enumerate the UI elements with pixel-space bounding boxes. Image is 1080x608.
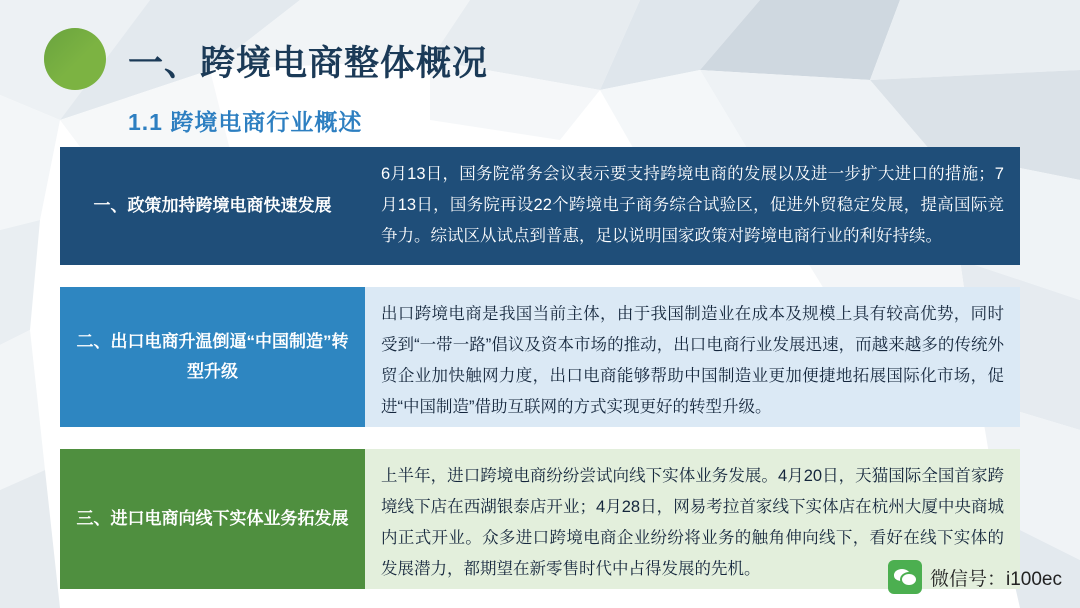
decorative-circle-shade [44,28,106,90]
row-label: 二、出口电商升温倒逼“中国制造”转型升级 [60,287,365,427]
row-label: 三、进口电商向线下实体业务拓发展 [60,449,365,589]
row-body: 出口跨境电商是我国当前主体，由于我国制造业在成本及规模上具有较高优势，同时受到“一带一路”倡议及资本市场的推动，出口电商行业发展迅速，而越来越多的传统外贸企业加快触网力度，出口电商能够帮助中国制造业更加便捷地拓展国际化市场，促进“中国制造”借助互联网的方式实现更好的转型升级。 [365,287,1020,427]
content-rows [60,147,1020,608]
watermark-text: 微信号：i100ec [930,568,1062,590]
table-row [60,147,1020,265]
row-body: 6月13日，国务院常务会议表示要支持跨境电商的发展以及进一步扩大进口的措施；7月13日，国务院再设22个跨境电子商务综合试验区，促进外贸稳定发展，提高国际竞争力。综试区从试点到普惠，足以说明国家政策对跨境电商行业的利好持续。 [365,147,1020,265]
row-label: 一、政策加持跨境电商快速发展 [60,147,365,265]
wechat-icon [888,560,922,594]
page-title: 一、跨境电商整体概况 [128,44,489,83]
page-subtitle: 1.1 跨境电商行业概述 [128,109,363,135]
table-row [60,449,1020,589]
row-body: 上半年，进口跨境电商纷纷尝试向线下实体业务发展。4月20日，天猫国际全国首家跨境线下店在西湖银泰店开业；4月28日，网易考拉首家线下实体店在杭州大厦中央商城内正式开业。众多进口跨境电商企业纷纷将业务的触角伸向线下，看好在线下实体的发展潜力，都期望在新零售时代中占得发展的先机。 [365,449,1020,589]
watermark [888,560,1062,594]
table-row [60,287,1020,427]
